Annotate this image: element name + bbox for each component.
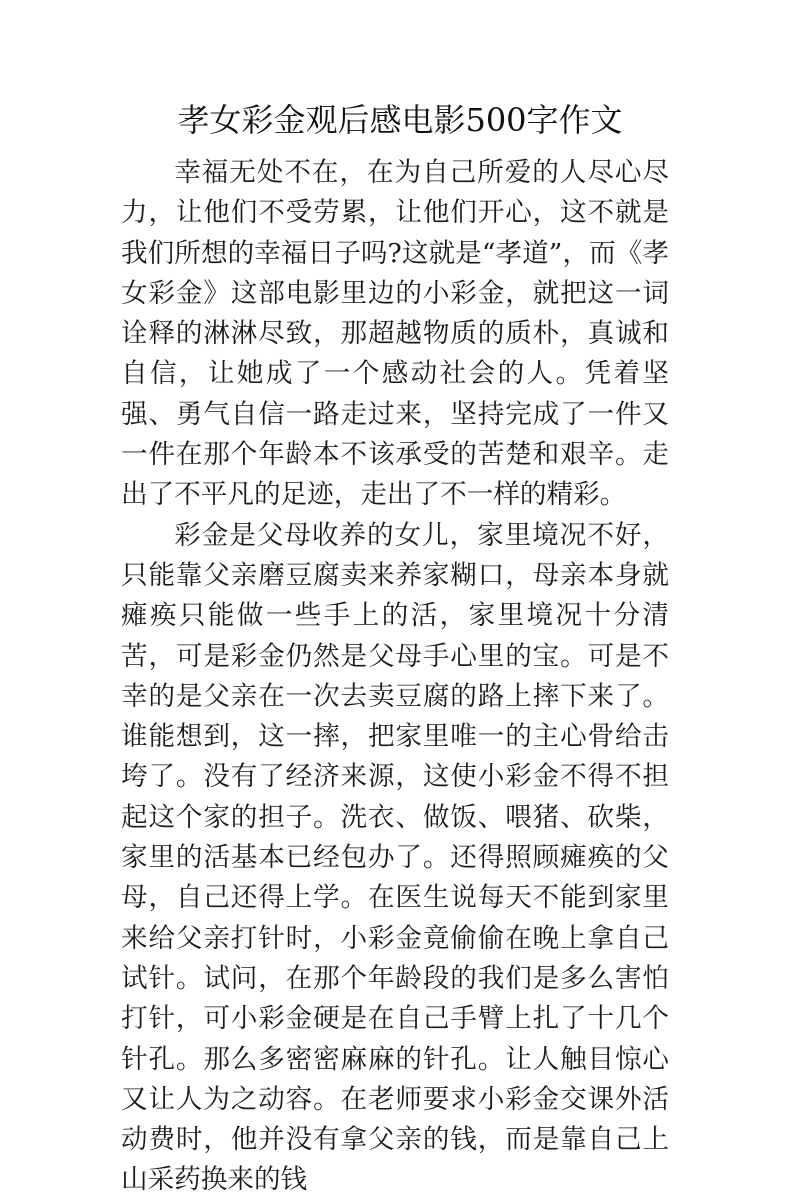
- document-title: 孝女彩金观后感电影500字作文: [177, 101, 623, 139]
- document-body: [121, 153, 669, 1201]
- paragraph-1: 幸福无处不在，在为自己所爱的人尽心尽力，让他们不受劳累，让他们开心，这不就是我们所想的幸福日子吗?这就是“孝道”，而《孝女彩金》这部电影里边的小彩金，就把这一词诠释的淋淋尽致，那超越物质的质朴，真诚和自信，让她成了一个感动社会的人。凭着坚强、勇气自信一路走过来，坚持完成了一件又一件在那个年龄本不该承受的苦楚和艰辛。走出了不平凡的足迹，走出了不一样的精彩。: [121, 157, 669, 511]
- paragraph-2: 彩金是父母收养的女儿，家里境况不好，只能靠父亲磨豆腐卖来养家糊口，母亲本身就瘫痪只能做一些手上的活，家里境况十分清苦，可是彩金仍然是父母手心里的宝。可是不幸的是父亲在一次去卖豆腐的路上摔下来了。谁能想到，这一摔，把家里唯一的主心骨给击垮了。没有了经济来源，这使小彩金不得不担起这个家的担子。洗衣、做饭、喂猪、砍柴，家里的活基本已经包办了。还得照顾瘫痪的父母，自己还得上学。在医生说每天不能到家里来给父亲打针时，小彩金竟偷偷在晚上拿自己试针。试问，在那个年龄段的我们是多么害怕打针，可小彩金硬是在自己手臂上扎了十几个针孔。那么多密密麻麻的针孔。让人触目惊心又让人为之动容。在老师要求小彩金交课外活动费时，他并没有拿父亲的钱，而是靠自己上山采药换来的钱: [121, 519, 669, 1196]
